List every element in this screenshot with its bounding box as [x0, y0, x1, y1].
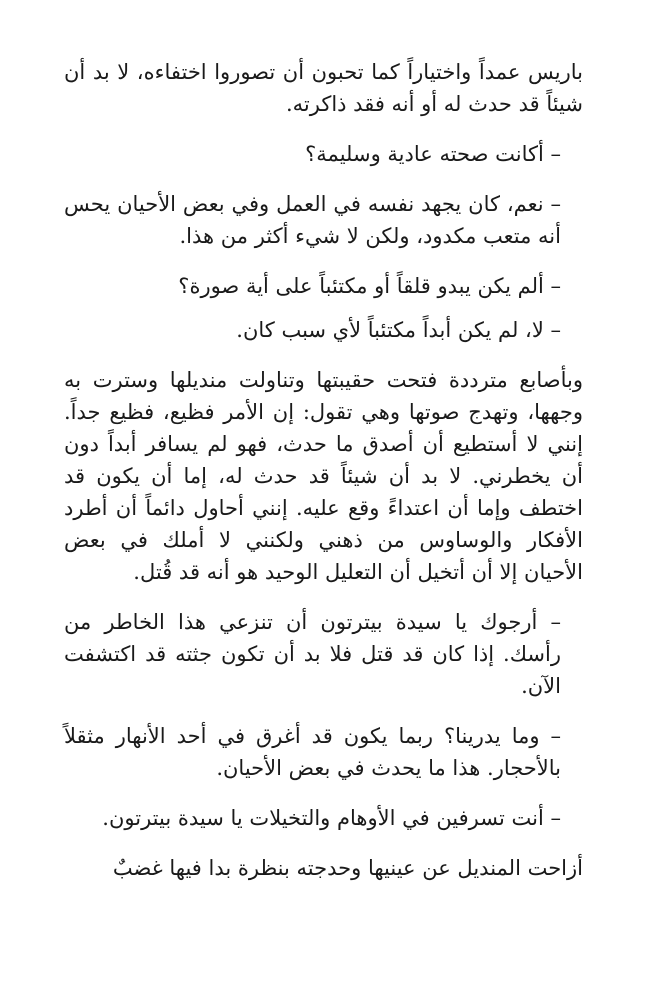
dialogue-line-7: – أنت تسرفين في الأوهام والتخيلات يا سيدة بيترتون.	[102, 806, 561, 830]
dialogue-line-2: – نعم، كان يجهد نفسه في العمل وفي بعض الأحيان يحس أنه متعب مكدود، ولكن لا شيء أكثر من هذا.	[64, 192, 561, 248]
dialogue-line-5: – أرجوك يا سيدة بيترتون أن تنزعي هذا الخاطر من رأسك. إذا كان قد قتل فلا بد أن تكون جثته قد اكتشفت الآن.	[64, 610, 561, 698]
paragraph-1: باريس عمداً واختياراً كما تحبون أن تصوروا اختفاءه، لا بد أن شيئاً قد حدث له أو أنه فقد ذاكرته.	[64, 60, 583, 116]
dialogue-line-4: – لا، لم يكن أبداً مكتئباً لأي سبب كان.	[236, 318, 561, 342]
dialogue-line-3: – ألم يكن يبدو قلقاً أو مكتئباً على أية صورة؟	[178, 274, 561, 298]
paragraph-last: أزاحت المنديل عن عينيها وحدجته بنظرة بدا فيها غضبٌ	[112, 856, 583, 880]
dialogue-line-6: – وما يدرينا؟ ربما يكون قد أغرق في أحد الأنهار مثقلاً بالأحجار. هذا ما يحدث في بعض الأحيان.	[64, 724, 561, 780]
dialogue-line-1: – أكانت صحته عادية وسليمة؟	[305, 142, 561, 166]
paragraph-narrative: وبأصابع مترددة فتحت حقيبتها وتناولت منديلها وسترت به وجهها، وتهدج صوتها وهي تقول: إن الأمر فظيع، فظيع جداً. إنني لا أستطيع أن أصدق ما حدث، فهو لم يسافر أبداً دون أن يخطرني. لا بد أن شيئاً قد حدث له، إما أن يكون قد اختطف وإما أن اعتداءً وقع عليه. إنني أحاول دائماً أن أطرد الأفكار والوساوس من ذهني ولكنني لا أملك في بعض الأحيان إلا أن أتخيل أن التعليل الوحيد هو أنه قد قُتل.	[64, 368, 583, 584]
